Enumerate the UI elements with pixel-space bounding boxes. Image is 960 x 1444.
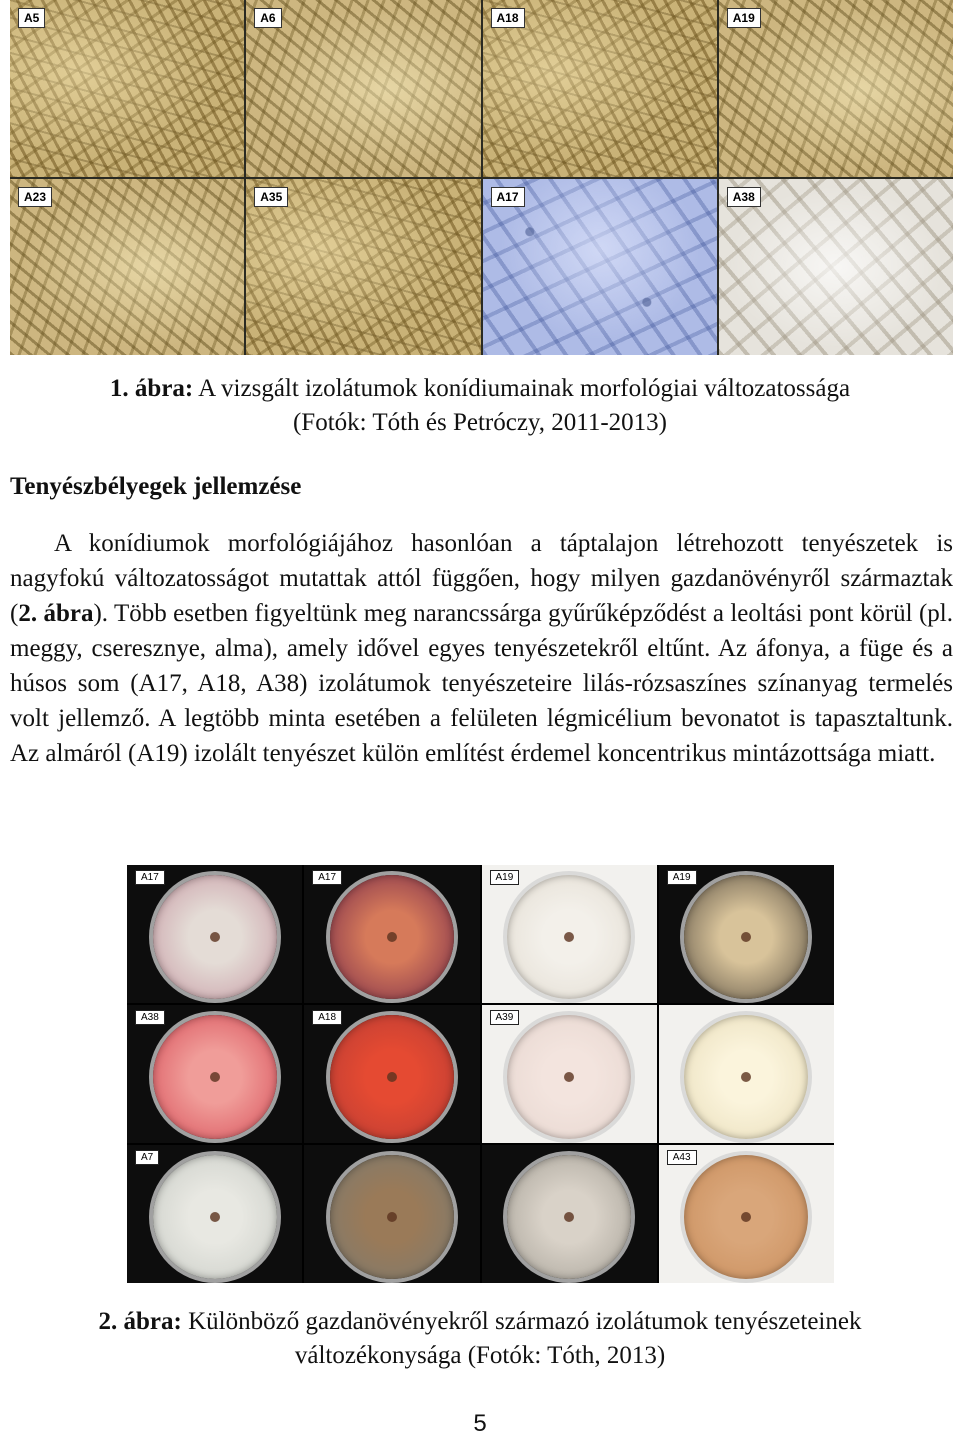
figure-1-caption [0,372,960,440]
paragraph-text-2: ). Több esetben figyeltünk meg narancssárga gyűrűképződést a leoltási pont körül (pl. meggy, cseresznye, alma), amely idővel egyes tenyészetekről eltűnt. Az áfonya, a füge és a húsos som (A17, A18, A38) izolátumok tenyészeteire lilás-rózsaszínes színanyag termelés volt jellemző. A legtöbb minta esetében a felületen légmicélium bevonatot is tapasztaltunk. Az almáról (A19) izolált tenyészet külön említést érdemel koncentrikus mintázottsága miatt. [10,600,954,767]
micrograph-panel [10,0,244,177]
body-paragraph [10,526,953,771]
petri-dish-cell [127,1145,302,1283]
petri-dish [330,1015,454,1139]
petri-dish-cell [482,865,657,1003]
micrograph-panel [246,179,480,356]
petri-dish-cell [482,1145,657,1283]
figure-1-caption-text: A vizsgált izolátumok konídiumainak morfológiai változatossága [193,375,851,402]
petri-dish [507,1015,631,1139]
petri-dish-cell [304,1145,479,1283]
petri-dish [153,1015,277,1139]
petri-dish-cell [482,1005,657,1143]
micrograph-label: A38 [727,187,761,207]
micrograph-panel [483,179,717,356]
petri-dish-label: A18 [312,1010,342,1025]
figure-2-caption-lead: 2. ábra: [98,1308,182,1335]
petri-dish-label: A19 [667,870,697,885]
petri-dish-label: A38 [135,1010,165,1025]
petri-dish [684,1015,808,1139]
petri-dish-label: A39 [490,1010,520,1025]
petri-dish [330,875,454,999]
petri-dish-cell [659,865,834,1003]
petri-dish-cell [659,1005,834,1143]
micrograph-label: A6 [254,8,281,28]
figure-1-micrographs [10,0,953,355]
figure-2-caption-text: Különböző gazdanövényekről származó izolátumok tenyészeteinek [181,1308,862,1335]
petri-dish-cell [304,1005,479,1143]
page-number: 5 [473,1410,487,1437]
figure-1-caption-credit: (Fotók: Tóth és Petróczy, 2011-2013) [292,409,668,436]
section-heading: Tenyészbélyegek jellemzése [10,473,302,500]
figure-2-caption [0,1305,960,1373]
petri-dish-cell [304,865,479,1003]
petri-dish-label: A17 [135,870,165,885]
figure-1-caption-lead: 1. ábra: [109,375,194,402]
petri-dish [330,1155,454,1279]
figure-2-caption-credit: változékonysága (Fotók: Tóth, 2013) [294,1342,666,1369]
micrograph-panel [719,0,953,177]
petri-dish-cell [659,1145,834,1283]
micrograph-label: A17 [491,187,525,207]
petri-dish-cell [127,1005,302,1143]
petri-dish [684,1155,808,1279]
petri-dish-label: A19 [490,870,520,885]
petri-dish [153,1155,277,1279]
micrograph-panel [719,179,953,356]
micrograph-panel [483,0,717,177]
micrograph-label: A19 [727,8,761,28]
petri-dish-label: A17 [312,870,342,885]
micrograph-panel [10,179,244,356]
petri-dish [507,1155,631,1279]
paragraph-text-1: A konídiumok morfológiájához hasonlóan a táptalajon létrehozott tenyészetek is nagyfokú változatosságot mutattak attól függően, hogy milyen gazdanövényről származtak ( [10,530,953,627]
petri-dish [507,875,631,999]
petri-dish-cell [127,865,302,1003]
petri-dish [684,875,808,999]
petri-dish-label: A7 [135,1150,159,1165]
micrograph-label: A23 [18,187,52,207]
figure-2-reference: 2. ábra [18,600,94,627]
micrograph-label: A35 [254,187,288,207]
micrograph-label: A5 [18,8,45,28]
petri-dish-label: A43 [667,1150,697,1165]
micrograph-panel [246,0,480,177]
petri-dish [153,875,277,999]
figure-2-petri-dishes [127,865,834,1283]
micrograph-label: A18 [491,8,525,28]
